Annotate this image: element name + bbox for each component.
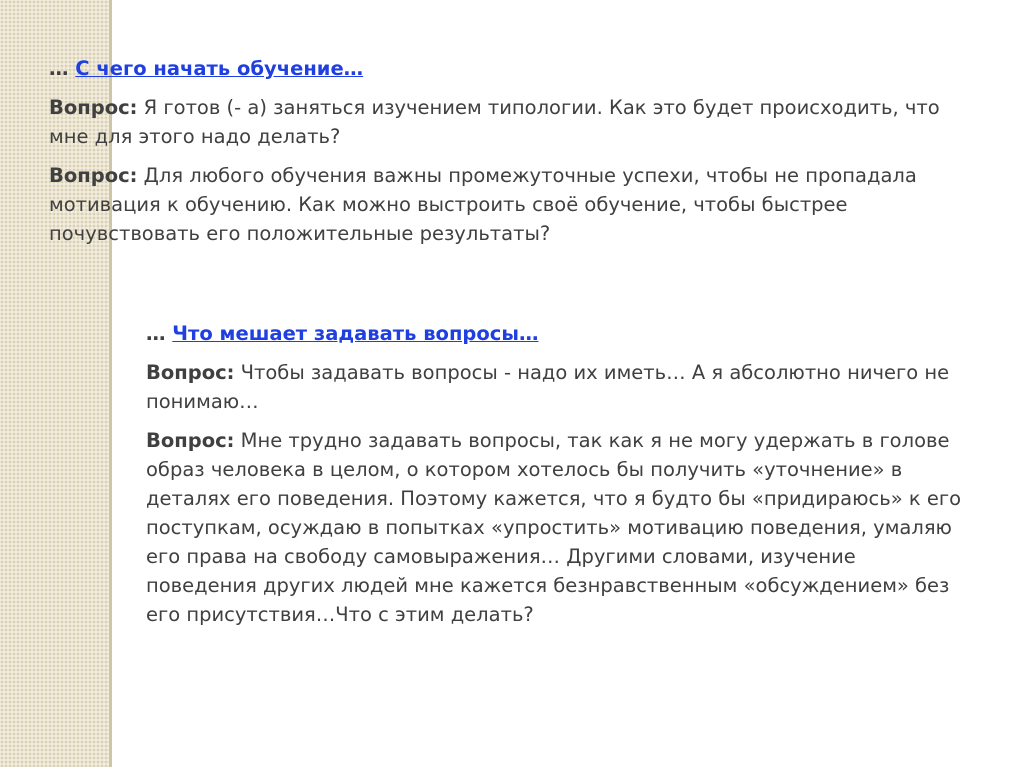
question-paragraph [49, 161, 969, 248]
question-text: Я готов (- а) заняться изучением типологии. Как это будет происходить, что мне для этого надо делать? [49, 96, 940, 148]
question-label: Вопрос: [49, 164, 138, 187]
question-label: Вопрос: [49, 96, 138, 119]
question-paragraph [146, 426, 966, 629]
question-paragraph [146, 358, 966, 416]
heading-link-asking-questions[interactable]: Что мешает задавать вопросы… [172, 322, 539, 345]
question-text: Чтобы задавать вопросы - надо их иметь… А я абсолютно ничего не понимаю… [146, 361, 950, 413]
question-text: Для любого обучения важны промежуточные успехи, чтобы не пропадала мотивация к обучению. Как можно выстроить своё обучение, чтобы быстрее почувствовать его положительные результаты? [49, 164, 917, 245]
heading-prefix: … [49, 57, 76, 80]
question-label: Вопрос: [146, 429, 235, 452]
section-heading [146, 319, 966, 348]
heading-prefix: … [146, 322, 173, 345]
question-text: Мне трудно задавать вопросы, так как я не могу удержать в голове образ человека в целом, о котором хотелось бы получить «уточнение» в деталях его поведения. Поэтому кажется, что я будто бы «придираюсь» к его поступкам, осуждаю в попытках «упростить» мотивацию поведения, умаляю его права на свободу самовыражения… Другими словами, изучение поведения других людей мне кажется безнравственным «обсуждением» без его присутствия…Что с этим делать? [146, 429, 962, 626]
section-asking-questions [146, 319, 966, 639]
section-start-learning [49, 54, 969, 258]
heading-link-start-learning[interactable]: С чего начать обучение… [75, 57, 364, 80]
question-paragraph [49, 93, 969, 151]
question-label: Вопрос: [146, 361, 235, 384]
section-heading [49, 54, 969, 83]
